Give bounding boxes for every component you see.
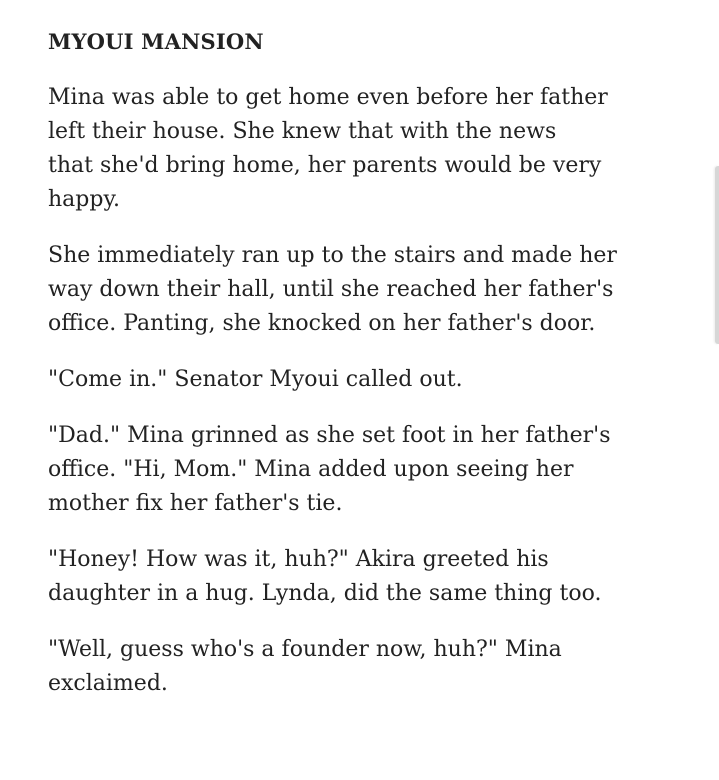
story-paragraph: "Dad." Mina grinned as she set foot in her father's office. "Hi, Mom." Mina added upon seeing her mother fix her father's tie. xyxy=(48,423,611,516)
scrollbar-thumb[interactable] xyxy=(715,166,719,344)
chapter-title: MYOUI MANSION xyxy=(48,29,264,54)
story-paragraph: She immediately ran up to the stairs and made her way down their hall, until she reached her father's office. Panting, she knocked on her father's door. xyxy=(48,243,617,336)
story-paragraph: "Honey! How was it, huh?" Akira greeted his daughter in a hug. Lynda, did the same thing too. xyxy=(48,547,602,606)
story-content xyxy=(48,27,678,723)
story-paragraph: "Come in." Senator Myoui called out. xyxy=(48,367,463,392)
story-paragraph: "Well, guess who's a founder now, huh?" Mina exclaimed. xyxy=(48,637,562,696)
story-paragraph: Mina was able to get home even before her father left their house. She knew that with the news that she'd bring home, her parents would be very happy. xyxy=(48,85,608,212)
